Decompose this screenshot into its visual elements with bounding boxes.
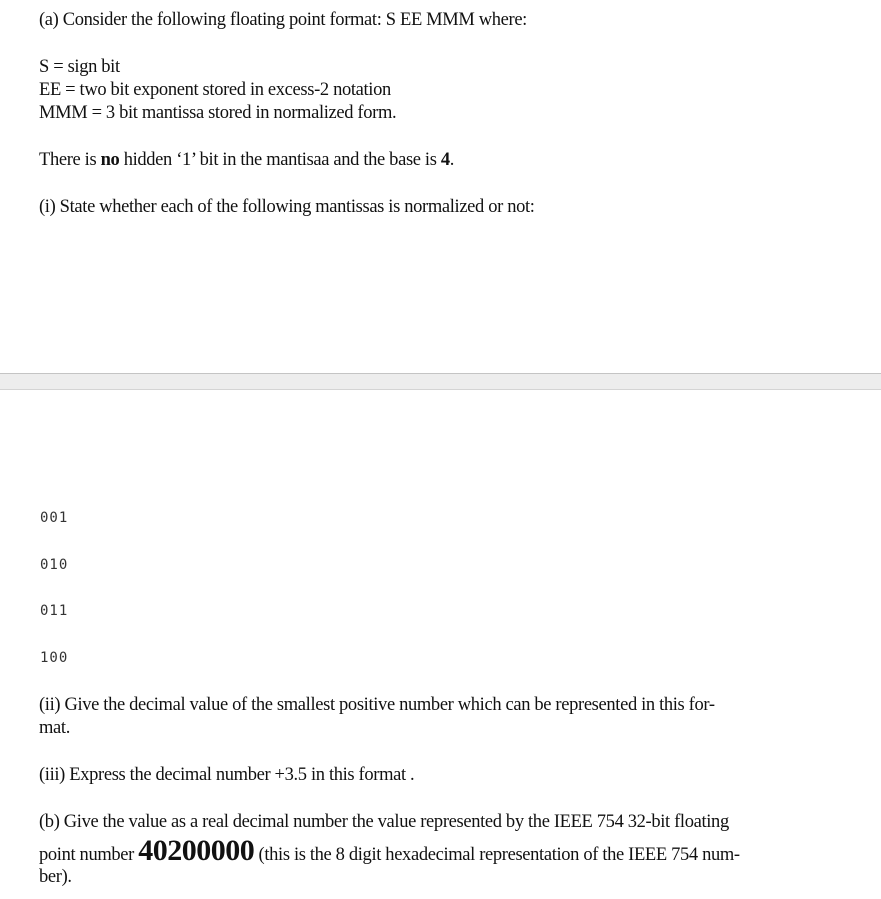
mantissa-option: 001 [40,510,69,526]
part-b-line2 [39,836,740,870]
part-b-text: point number [39,845,139,865]
part-b-text: (this is the 8 digit hexadecimal representation of the IEEE 754 num- [254,845,740,865]
question-iii: (iii) Express the decimal number +3.5 in this format . [39,765,415,785]
note-base: 4 [440,150,450,170]
hex-value: 40200000 [138,834,255,867]
note-text: . [449,150,455,170]
note-bold: no [100,150,120,170]
mantissa-option: 010 [40,557,69,573]
question-ii-cont: mat. [39,718,70,738]
note-text: There is [39,150,101,170]
note-text: hidden ‘1’ bit in the mantisaa and the base is [119,150,441,170]
part-b-line1: (b) Give the value as a real decimal number the value represented by the IEEE 754 32-bit floating [39,812,729,832]
part-a-intro: (a) Consider the following floating point format: S EE MMM where: [39,10,527,30]
question-ii: (ii) Give the decimal value of the smallest positive number which can be represented in this for- [39,695,715,715]
question-i: (i) State whether each of the following mantissas is normalized or not: [39,197,535,217]
page-separator [0,373,881,390]
definition-exponent: EE = two bit exponent stored in excess-2 notation [39,80,391,100]
definition-mantissa: MMM = 3 bit mantissa stored in normalized form. [39,103,397,123]
definition-sign: S = sign bit [39,57,120,77]
mantissa-option: 100 [40,650,69,666]
part-b-line3: ber). [39,867,72,887]
mantissa-option: 011 [40,603,69,619]
hidden-bit-note [39,149,454,171]
